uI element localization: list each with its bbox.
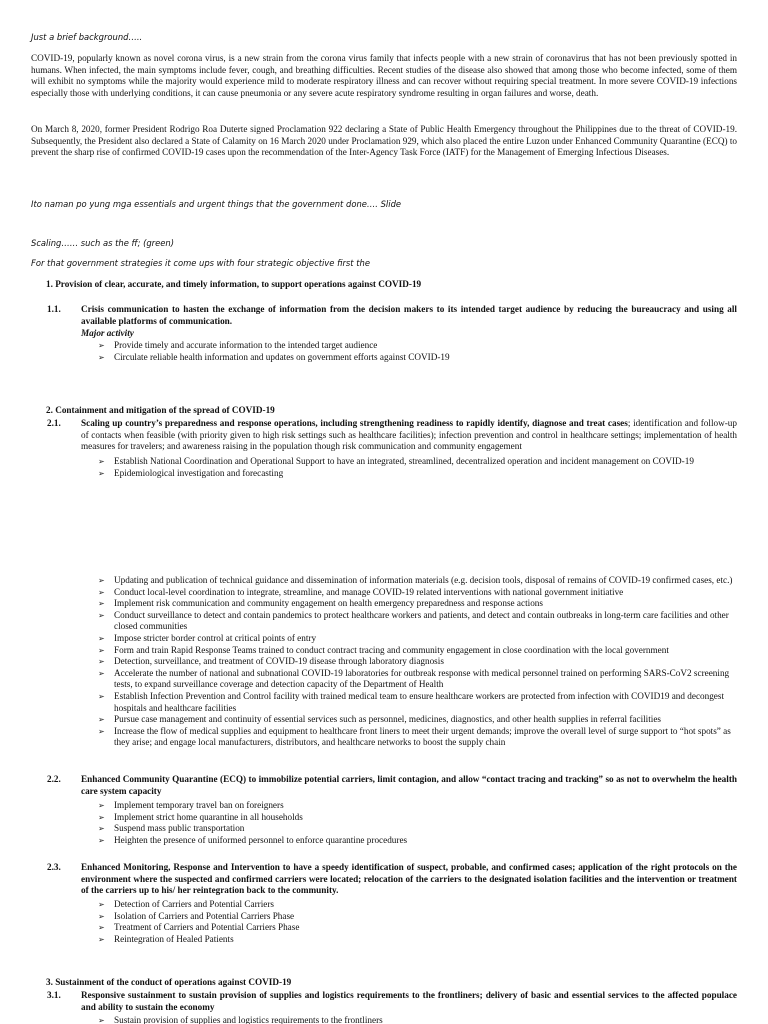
section-number: 2.2. (47, 774, 61, 784)
section-3-1 (47, 990, 737, 1013)
list-item (98, 575, 738, 587)
list-item (98, 899, 738, 911)
major-activity-label: Major activity (81, 328, 134, 338)
list-item (98, 1015, 738, 1024)
list-item-text: Heighten the presence of uniformed personnel to enforce quarantine procedures (114, 834, 408, 845)
list-item-text: Establish Infection Prevention and Control facility with trained medical team to ensure healthcare workers are protected from infection with COVID19 and decongest hospitals and healthcare facilities (114, 690, 725, 713)
list-item-text: Implement risk communication and community engagement on health emergency preparedness and response actions (114, 598, 543, 609)
list-item (98, 587, 738, 599)
objective-2-heading: 2. Containment and mitigation of the spread of COVID-19 (46, 405, 275, 415)
arrow-bullet-icon: ➢ (98, 923, 105, 933)
list-item (98, 922, 738, 934)
background-paragraph-2: On March 8, 2020, former President Rodrigo Roa Duterte signed Proclamation 922 declaring a State of Public Health Emergency throughout the Philippines due to the threat of COVID-19. Subsequently, the President also declared a State of Calamity on 16 March 2020 under Proclamation 929, which also placed the entire Luzon under Enhanced Community Quarantine (ECQ) to prevent the sharp rise of confirmed COVID-19 cases upon the recommendation of the Inter-Agency Task Force (IATF) for the Management of Emerging Infectious Diseases. (31, 124, 737, 158)
scaling-note: Scaling…… such as the ff; (green) (31, 238, 174, 248)
arrow-bullet-icon: ➢ (98, 900, 105, 909)
objective-3-heading: 3. Sustainment of the conduct of operations against COVID-19 (46, 977, 292, 987)
section-number: 2.1. (47, 418, 61, 428)
list-item (98, 468, 738, 480)
section-text: Enhanced Monitoring, Response and Intervention to have a speedy identification of suspect, probable, and confirmed cases; application of the right protocols on the environment where the suspected and confirmed carriers were located; relocation of the carriers to the designated isolation facilities and the intervention or treatment of the carriers up to his/ her reintegration back to the community. (81, 862, 737, 896)
arrow-bullet-icon: ➢ (98, 812, 105, 822)
arrow-bullet-icon: ➢ (98, 645, 105, 655)
bullet-list-3-1 (98, 1015, 738, 1024)
list-item (98, 812, 738, 824)
list-item-text: Conduct surveillance to detect and contain pandemics to protect healthcare workers and patients, and detect and contain outbreaks in long-term care facilities and other closed communities (114, 609, 729, 632)
bullet-list-2-1-a (98, 456, 738, 479)
list-item-text: Provide timely and accurate information to the intended target audience (114, 340, 378, 350)
list-item-text: Increase the flow of medical supplies and equipment to healthcare front liners to meet their urgent demands; improve the overall level of surge support to “hot spots” as they arise; and engage local manufacturers, distributors, and healthcare networks to boost the supply chain (114, 725, 731, 748)
list-item (98, 633, 738, 645)
intro-note: Just a brief background….. (31, 32, 143, 42)
section-text: Enhanced Community Quarantine (ECQ) to immobilize potential carriers, limit contagion, and allow “contact tracing and tracking” so as not to overwhelm the health care system capacity (81, 774, 737, 796)
list-item-text: Sustain provision of supplies and logistics requirements to the frontliners (114, 1015, 383, 1024)
arrow-bullet-icon: ➢ (98, 934, 105, 944)
list-item (98, 823, 738, 835)
section-number: 1.1. (47, 304, 61, 314)
arrow-bullet-icon: ➢ (98, 576, 105, 585)
arrow-bullet-icon: ➢ (98, 341, 105, 350)
arrow-bullet-icon: ➢ (98, 715, 105, 725)
arrow-bullet-icon: ➢ (98, 457, 105, 466)
section-2-3 (47, 862, 737, 897)
list-item-text: Pursue case management and continuity of essential services such as personnel, medicines, diagnostics, and other health supplies in referral facilities (114, 714, 661, 725)
arrow-bullet-icon: ➢ (98, 633, 105, 643)
section-number: 3.1. (47, 990, 61, 1000)
list-item-text: Suspend mass public transportation (114, 823, 245, 834)
list-item (98, 714, 738, 726)
arrow-bullet-icon: ➢ (98, 352, 105, 362)
section-text (81, 418, 737, 453)
arrow-bullet-icon: ➢ (98, 801, 105, 810)
section-text-bold: Scaling up country’s preparedness and response operations, including strengthening readiness to rapidly identify, diagnose and treat cases (81, 418, 628, 428)
background-paragraph-1: COVID-19, popularly known as novel corona virus, is a new strain from the corona virus family that infects people with a new strain of coronavirus that has not been previously spotted in humans. When infected, the main symptoms include fever, cough, and breathing difficulties. Recent studies of the disease also showed that among those who become infected, some of them will exhibit no symptoms while the majority would experience mild to moderate respiratory illness and can recover without requiring special treatment. In more severe COVID-19 infections especially those with underlying conditions, it can cause pneumonia or any severe acute respiratory syndrome resulting in organ failures and worse, death. (31, 53, 737, 98)
strategies-note: For that government strategies it come ups with four strategic objective first the (31, 258, 370, 268)
list-item (98, 456, 738, 468)
list-item (98, 598, 738, 610)
arrow-bullet-icon: ➢ (98, 835, 105, 845)
bullet-list-1-1 (98, 340, 738, 363)
arrow-bullet-icon: ➢ (98, 691, 105, 701)
arrow-bullet-icon: ➢ (98, 668, 105, 678)
arrow-bullet-icon: ➢ (98, 610, 105, 620)
arrow-bullet-icon: ➢ (98, 1016, 105, 1024)
list-item (98, 656, 738, 668)
bullet-list-2-1-b (98, 575, 738, 749)
arrow-bullet-icon: ➢ (98, 657, 105, 667)
objective-1-heading: 1. Provision of clear, accurate, and timely information, to support operations against COVID-19 (46, 279, 422, 289)
section-text: Crisis communication to hasten the exchange of information from the decision makers to its intended target audience by reducing the bureaucracy and using all available platforms of communication. (81, 304, 737, 326)
list-item-text: Epidemiological investigation and forecasting (114, 467, 284, 478)
section-text: Responsive sustainment to sustain provision of supplies and logistics requirements to the frontliners; delivery of basic and essential services to the affected populace and ability to sustain the economy (81, 990, 737, 1012)
arrow-bullet-icon: ➢ (98, 824, 105, 834)
list-item-text: Isolation of Carriers and Potential Carriers Phase (114, 910, 295, 921)
list-item-text: Impose stricter border control at critical points of entry (114, 632, 317, 643)
list-item-text: Treatment of Carriers and Potential Carriers Phase (114, 922, 300, 933)
list-item (98, 800, 738, 812)
slide-note: Ito naman po yung mga essentials and urgent things that the government done…. Slide (31, 199, 402, 209)
arrow-bullet-icon: ➢ (98, 468, 105, 478)
section-text-rest: ; identification and follow-up of contacts when feasible (with priority given to high risk settings such as healthcare facilities); infection prevention and control in healthcare settings; implementation of health measures for travelers; and awareness raising in the population though risk communication and community engagement (81, 418, 737, 452)
list-item (98, 668, 738, 691)
arrow-bullet-icon: ➢ (98, 587, 105, 597)
bullet-list-2-3 (98, 899, 738, 945)
list-item-text: Circulate reliable health information and updates on government efforts against COVID-19 (114, 351, 450, 362)
list-item-text: Updating and publication of technical guidance and dissemination of information materials (e.g. decision tools, disposal of remains of COVID-19 confirmed cases, etc.) (114, 575, 733, 585)
bullet-list-2-2 (98, 800, 738, 846)
section-2-1 (47, 418, 737, 453)
list-item (98, 352, 738, 364)
list-item (98, 610, 738, 633)
section-2-2 (47, 774, 737, 797)
arrow-bullet-icon: ➢ (98, 911, 105, 921)
list-item (98, 835, 738, 847)
list-item (98, 911, 738, 923)
list-item-text: Implement strict home quarantine in all households (114, 811, 303, 822)
section-1-1 (47, 304, 737, 327)
list-item (98, 645, 738, 657)
list-item-text: Reintegration of Healed Patients (114, 933, 234, 944)
list-item-text: Implement temporary travel ban on foreigners (114, 800, 284, 810)
list-item-text: Establish National Coordination and Operational Support to have an integrated, streamlined, decentralized operation and incident management on COVID-19 (114, 456, 694, 466)
list-item-text: Conduct local-level coordination to integrate, streamline, and manage COVID-19 related interventions with national government initiative (114, 586, 624, 597)
list-item (98, 691, 738, 714)
arrow-bullet-icon: ➢ (98, 599, 105, 609)
list-item-text: Accelerate the number of national and subnational COVID-19 laboratories for outbreak response with medical personnel trained on performing SARS-CoV2 screening tests, to expand surveillance coverage and detection capacity of the Department of Health (114, 667, 730, 690)
list-item-text: Form and train Rapid Response Teams trained to conduct contract tracing and community engagement in close coordination with the local government (114, 644, 669, 655)
list-item (98, 340, 738, 352)
list-item (98, 726, 738, 749)
section-number: 2.3. (47, 862, 61, 872)
list-item-text: Detection, surveillance, and treatment of COVID-19 disease through laboratory diagnosis (114, 656, 444, 667)
list-item (98, 934, 738, 946)
list-item-text: Detection of Carriers and Potential Carriers (114, 899, 274, 909)
arrow-bullet-icon: ➢ (98, 726, 105, 736)
